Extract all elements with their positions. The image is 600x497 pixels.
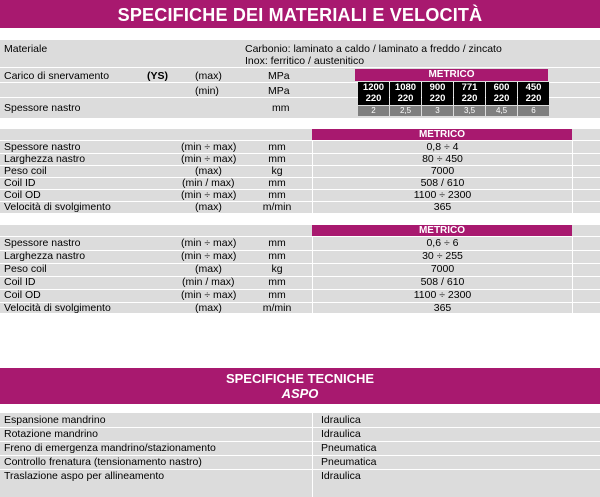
- tech-value: Idraulica: [321, 428, 361, 440]
- row-label: Peso coil: [4, 263, 47, 275]
- thickness-cell: 6: [518, 106, 549, 116]
- yield-max-unit: MPa: [268, 70, 290, 82]
- page-title: SPECIFICHE DEI MATERIALI E VELOCITÀ: [0, 0, 600, 28]
- row-range: (min ÷ max): [181, 141, 237, 153]
- row-range: (min / max): [182, 276, 235, 288]
- row-label: Coil ID: [4, 276, 36, 288]
- ys-min-cell: 220: [454, 93, 485, 105]
- row-range: (min ÷ max): [181, 289, 237, 301]
- row-label: Coil OD: [4, 289, 41, 301]
- row-unit: mm: [268, 289, 286, 301]
- row-label: Spessore nastro: [4, 237, 81, 249]
- yield-min-unit: MPa: [268, 85, 290, 97]
- thickness-cell: 4,5: [486, 106, 517, 116]
- tech-header: [0, 368, 600, 404]
- row-value: 508 / 610: [420, 177, 465, 189]
- table2-metric-header: METRICO: [312, 225, 572, 236]
- row-range: (min ÷ max): [181, 189, 237, 201]
- yield-label: Carico di snervamento: [4, 70, 110, 82]
- row-label: Velocità di svolgimento: [4, 201, 111, 213]
- row-unit: m/min: [262, 201, 292, 213]
- yield-abbr: (YS): [147, 70, 168, 82]
- tech-label: Freno di emergenza mandrino/stazionamento: [4, 442, 216, 454]
- row-value: 0,8 ÷ 4: [426, 141, 459, 153]
- row-unit: mm: [268, 177, 286, 189]
- row-label: Larghezza nastro: [4, 250, 86, 262]
- materials-value-line2: Inox: ferritico / austenitico: [245, 55, 365, 67]
- row-label: Larghezza nastro: [4, 153, 86, 165]
- table1-metric-header: METRICO: [312, 129, 572, 140]
- thickness-unit: mm: [272, 102, 290, 114]
- ys-max-cell: 600: [486, 82, 517, 93]
- yield-max-range: (max): [195, 70, 222, 82]
- tech-title: SPECIFICHE TECNICHE: [225, 371, 375, 386]
- tech-value: Idraulica: [321, 414, 361, 426]
- row-unit: mm: [268, 141, 286, 153]
- row-label: Velocità di svolgimento: [4, 302, 111, 314]
- row-value: 30 ÷ 255: [422, 250, 463, 262]
- tech-value: Idraulica: [321, 470, 361, 482]
- divider: [0, 67, 600, 68]
- ys-min-cell: 220: [358, 93, 389, 105]
- row-range: (min ÷ max): [181, 250, 237, 262]
- row-value: 80 ÷ 450: [422, 153, 463, 165]
- row-value: 365: [433, 201, 452, 213]
- row-value: 0,6 ÷ 6: [426, 237, 459, 249]
- row-unit: mm: [268, 189, 286, 201]
- row-value: 508 / 610: [420, 276, 465, 288]
- tech-label: Traslazione aspo per allineamento: [4, 470, 165, 482]
- row-unit: mm: [268, 250, 286, 262]
- row-value: 365: [433, 302, 452, 314]
- tech-label: Espansione mandrino: [4, 414, 106, 426]
- tech-subtitle: ASPO: [281, 386, 319, 401]
- thickness-label: Spessore nastro: [4, 102, 81, 114]
- ys-max-cell: 1080: [390, 82, 421, 93]
- row-value: 7000: [430, 165, 455, 177]
- row-unit: mm: [268, 153, 286, 165]
- divider: [0, 412, 600, 413]
- thickness-cell: 3: [422, 106, 453, 116]
- ys-min-cell: 220: [518, 93, 549, 105]
- tech-label: Controllo frenatura (tensionamento nastro): [4, 456, 202, 468]
- row-unit: kg: [271, 165, 283, 177]
- ys-min-cell: 220: [486, 93, 517, 105]
- row-unit: mm: [268, 237, 286, 249]
- materials-label: Materiale: [4, 43, 48, 55]
- ys-max-cell: 771: [454, 82, 485, 93]
- materials-metric-header: METRICO: [355, 69, 548, 81]
- row-value: 7000: [430, 263, 455, 275]
- row-range: (min ÷ max): [181, 153, 237, 165]
- row-range: (max): [195, 165, 222, 177]
- row-unit: m/min: [262, 302, 292, 314]
- row-range: (max): [195, 201, 222, 213]
- ys-max-cell: 900: [422, 82, 453, 93]
- thickness-cell: 3,5: [454, 106, 485, 116]
- ys-min-cell: 220: [422, 93, 453, 105]
- thickness-cell: 2,5: [390, 106, 421, 116]
- materials-value-line1: Carbonio: laminato a caldo / laminato a freddo / zincato: [245, 43, 502, 55]
- yield-min-range: (min): [195, 85, 219, 97]
- tech-label: Rotazione mandrino: [4, 428, 98, 440]
- row-value: 1100 ÷ 2300: [413, 189, 472, 201]
- ys-min-cell: 220: [390, 93, 421, 105]
- tech-value: Pneumatica: [321, 442, 377, 454]
- row-range: (max): [195, 263, 222, 275]
- row-unit: mm: [268, 276, 286, 288]
- tech-value: Pneumatica: [321, 456, 377, 468]
- row-label: Coil OD: [4, 189, 41, 201]
- thickness-cell: 2: [358, 106, 389, 116]
- row-range: (min / max): [182, 177, 235, 189]
- row-value: 1100 ÷ 2300: [413, 289, 472, 301]
- row-label: Spessore nastro: [4, 141, 81, 153]
- ys-max-cell: 450: [518, 82, 549, 93]
- ys-max-cell: 1200: [358, 82, 389, 93]
- row-range: (min ÷ max): [181, 237, 237, 249]
- row-unit: kg: [271, 263, 283, 275]
- row-range: (max): [195, 302, 222, 314]
- row-label: Coil ID: [4, 177, 36, 189]
- row-label: Peso coil: [4, 165, 47, 177]
